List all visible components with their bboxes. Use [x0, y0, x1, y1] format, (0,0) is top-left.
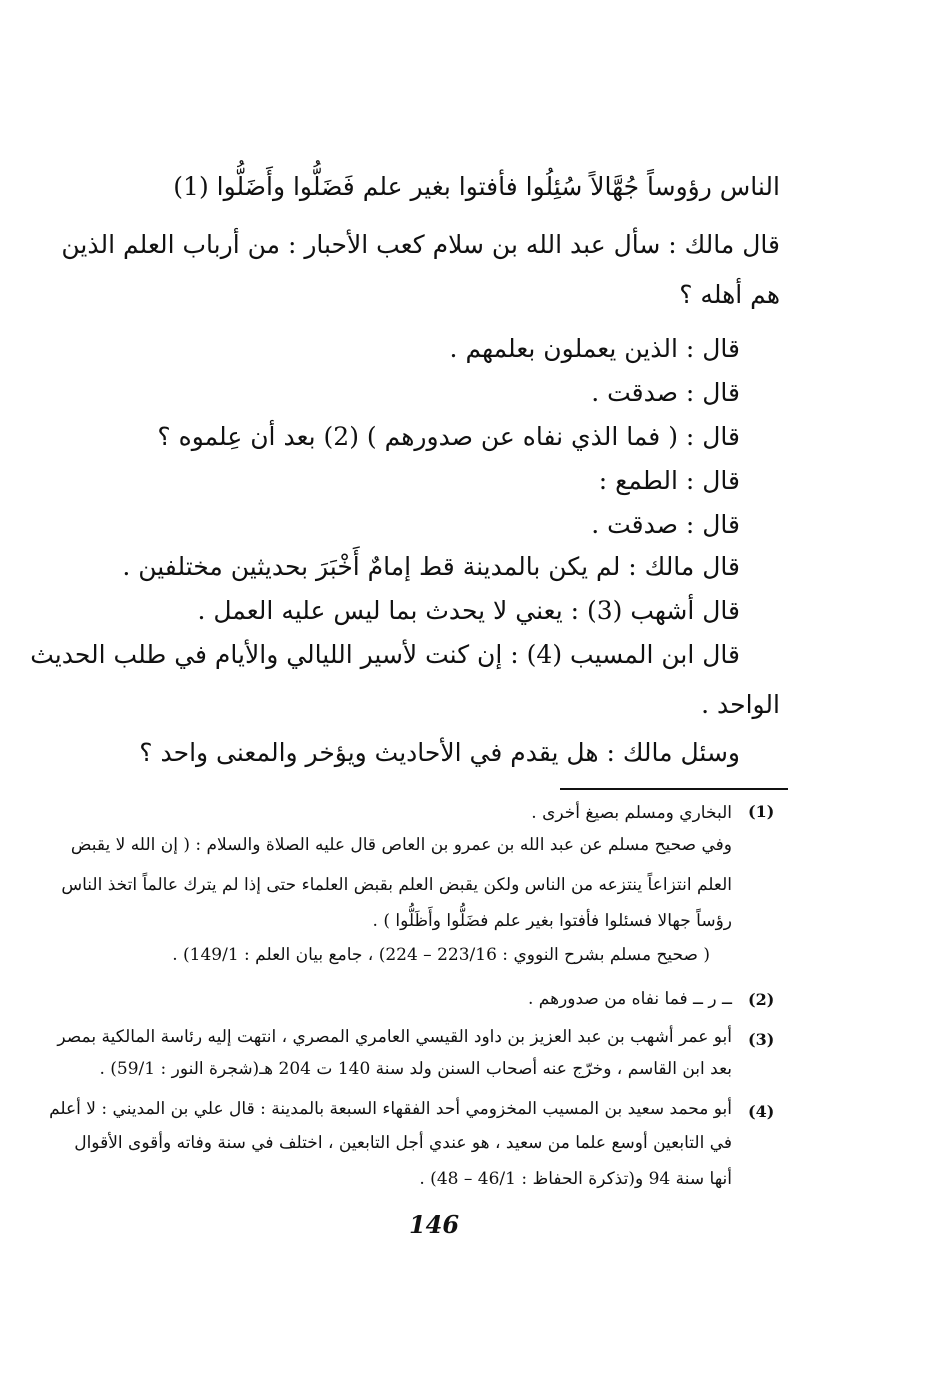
text-line-6: قال : ( فما الذي نفاه عن صدورهم ) (2) بعد أن عِلموه ؟ [157, 422, 740, 451]
text-line-12: الواحد . [701, 690, 780, 719]
text-line-7: قال : الطمع : [598, 466, 740, 495]
text-line-5: قال : صدقت . [591, 378, 740, 407]
footnote-4-line-3: أنها سنة 94 و(تذكرة الحفاظ : 46/1 – 48) . [419, 1169, 732, 1189]
footnote-1-line-1: البخاري ومسلم بصيغ أخرى . [531, 803, 732, 823]
text-line-2: قال مالك : سأل عبد الله بن سلام كعب الأحبار : من أرباب العلم الذين [61, 230, 780, 259]
footnote-1-marker: (1) [748, 802, 775, 821]
footnote-1-line-2: وفي صحيح مسلم عن عبد الله بن عمرو بن العاص قال عليه الصلاة والسلام : ( إن الله لا يقبض [70, 835, 732, 855]
footnote-4-line-1: أبو محمد سعيد بن المسيب المخزومي أحد الفقهاء السبعة بالمدينة : قال علي بن المديني : لا أعلم [49, 1099, 732, 1119]
footnote-separator [560, 788, 788, 790]
text-line-10: قال أشهب (3) : يعني لا يحدث بما ليس عليه العمل . [197, 596, 740, 625]
footnote-2-line-1: ــ ر ــ فما نفاه من صدورهم . [527, 989, 732, 1009]
footnote-3-marker: (3) [748, 1030, 775, 1049]
text-line-3: هم أهله ؟ [679, 280, 780, 309]
page-number: 146 [408, 1210, 460, 1239]
footnote-4-line-2: في التابعين أوسع علما من سعيد ، هو عندي أجل التابعين ، اختلف في سنة وفاته وأقوى الأقوال [74, 1133, 732, 1153]
footnote-2-marker: (2) [748, 990, 775, 1009]
footnote-4-marker: (4) [748, 1102, 775, 1121]
footnote-3-line-1: أبو عمر أشهب بن عبد العزيز بن داود القيسي العامري المصري ، انتهت إليه رئاسة المالكية بمصر [57, 1027, 732, 1047]
text-line-11: قال ابن المسيب (4) : إن كنت لأسير الليالي والأيام في طلب الحديث [30, 640, 740, 669]
text-line-1: الناس رؤوساً جُهَّالاً سُئِلُوا فأفتوا بغير علم فَضَلُّوا وأَضَلُّوا (1) [173, 172, 780, 201]
text-line-8: قال : صدقت . [591, 510, 740, 539]
footnote-3-line-2: بعد ابن القاسم ، وخرّج عنه أصحاب السنن ولد سنة 140 ت 204 هـ(شجرة النور : 59/1) . [99, 1059, 732, 1079]
footnote-1-line-3: العلم انتزاعاً ينتزعه من الناس ولكن يقبض العلم بقبض العلماء حتى إذا لم يترك عالماً اتخذ الناس [61, 875, 732, 895]
text-line-9: قال مالك : لم يكن بالمدينة قط إمامٌ أَخْبَرَ بحديثين مختلفين . [122, 552, 740, 581]
footnote-1-line-4: رؤساً جهالا فسئلوا فأفتوا بغير علم فضَلُّوا وأَظَلُّوا ) . [372, 911, 732, 931]
text-line-13: وسئل مالك : هل يقدم في الأحاديث ويؤخر والمعنى واحد ؟ [139, 738, 740, 767]
footnote-1-line-5: ( صحيح مسلم بشرح النووي : 223/16 – 224) ، جامع بيان العلم : 149/1) . [172, 945, 710, 965]
text-line-4: قال : الذين يعملون بعلمهم . [449, 334, 740, 363]
